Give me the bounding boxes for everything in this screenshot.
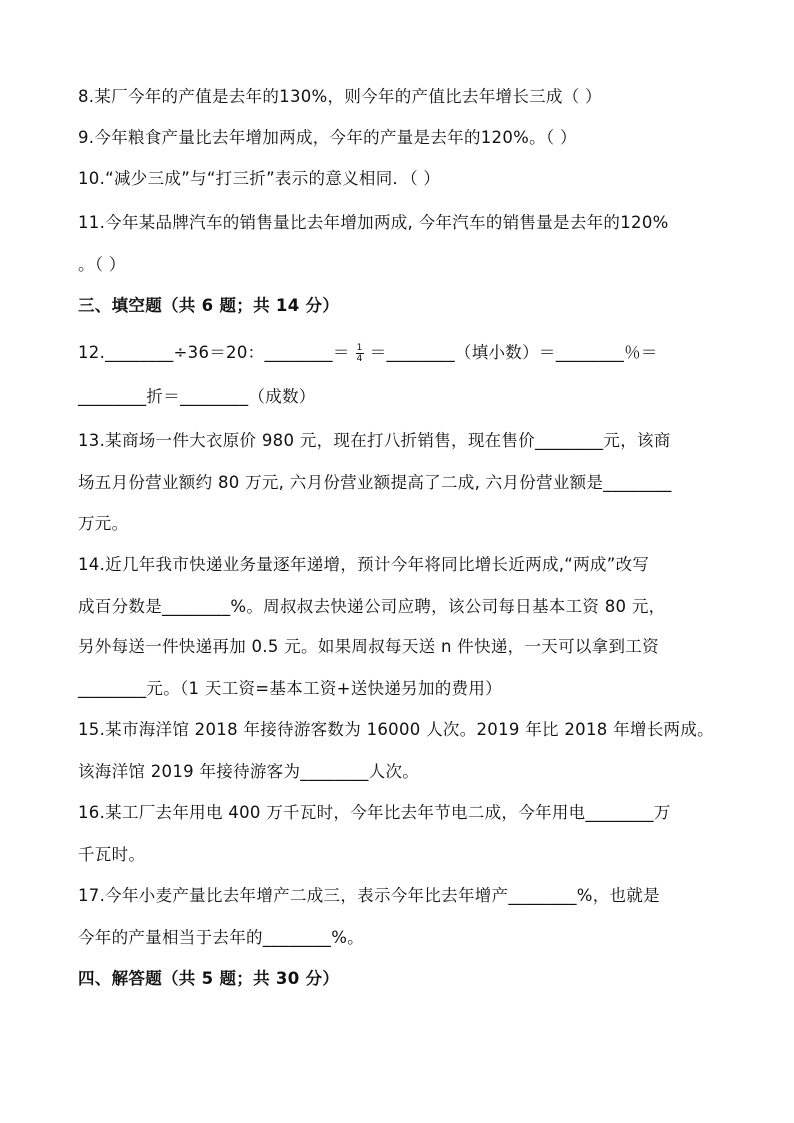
question-11-line-2: 。（ ） bbox=[78, 255, 126, 274]
section-answer-heading: 四、解答题（共 5 题；共 30 分） bbox=[78, 969, 340, 988]
question-10: 10.“减少三成”与“打三折”表示的意义相同．（ ） bbox=[78, 169, 441, 188]
question-9: 9.今年粮食产量比去年增加两成，今年的产量是去年的120%。（ ） bbox=[78, 128, 577, 147]
question-15-line-2: 该海洋馆 2019 年接待游客为________人次。 bbox=[78, 762, 420, 781]
fraction-one-quarter bbox=[356, 343, 364, 364]
question-14-line-4: ________元。（1 天工资=基本工资+送快递另加的费用） bbox=[78, 679, 502, 698]
question-8: 8.某厂今年的产值是去年的130%，则今年的产值比去年增长三成（ ） bbox=[78, 87, 602, 106]
question-17-line-1: 17.今年小麦产量比去年增产二成三，表示今年比去年增产________%，也就是 bbox=[78, 886, 660, 905]
question-13-line-2: 场五月份营业额约 80 万元, 六月份营业额提高了二成, 六月份营业额是________ bbox=[78, 473, 672, 492]
question-17-line-2: 今年的产量相当于去年的________%。 bbox=[78, 928, 364, 947]
question-16-line-2: 千瓦时。 bbox=[78, 845, 146, 864]
question-14-line-1: 14.近几年我市快递业务量逐年递增，预计今年将同比增长近两成,“两成”改写 bbox=[78, 555, 650, 574]
question-16-line-1: 16.某工厂去年用电 400 万千瓦时，今年比去年节电二成，今年用电________万 bbox=[78, 803, 671, 822]
section-fill-heading: 三、填空题（共 6 题；共 14 分） bbox=[78, 296, 340, 315]
question-11-line-1: 11.今年某品牌汽车的销售量比去年增加两成, 今年汽车的销售量是去年的120% bbox=[78, 213, 669, 232]
question-12-part-2: ＝________（填小数）＝________％＝ bbox=[369, 343, 658, 362]
question-14-line-3: 另外每送一件快递再加 0.5 元。如果周叔每天送 n 件快递，一天可以拿到工资 bbox=[78, 637, 659, 656]
question-13-line-3: 万元。 bbox=[78, 514, 129, 533]
fraction-denominator: 4 bbox=[356, 354, 363, 364]
question-15-line-1: 15.某市海洋馆 2018 年接待游客数为 16000 人次。2019 年比 2018 年增长两成。 bbox=[78, 720, 714, 739]
question-12-part-1: 12.________÷36＝20：________＝ bbox=[78, 343, 350, 362]
fraction-numerator: 1 bbox=[356, 343, 363, 353]
question-12-line-1 bbox=[78, 342, 728, 364]
question-14-line-2: 成百分数是________%。周叔叔去快递公司应聘，该公司每日基本工资 80 元， bbox=[78, 597, 666, 616]
question-12-line-2: ________折＝________（成数） bbox=[78, 387, 316, 406]
question-13-line-1: 13.某商场一件大衣原价 980 元，现在打八折销售，现在售价________元，该商 bbox=[78, 431, 671, 450]
